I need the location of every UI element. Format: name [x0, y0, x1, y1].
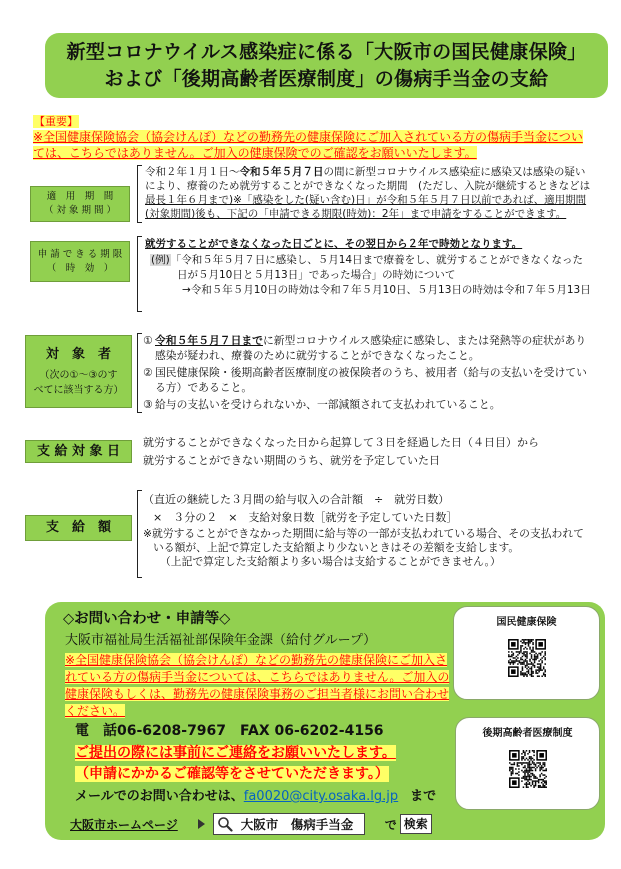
bracket-amount [137, 490, 142, 578]
label-period [30, 186, 130, 222]
fax-number: 06-6202-4156 [274, 723, 384, 739]
period-text-bold: 令和５年５月７日 [239, 166, 324, 178]
item-text-bold: 令和５年５月７日まで [155, 334, 263, 347]
title-line-1: 新型コロナウイルス感染症に係る「大阪市の国民健康保険」 [66, 40, 587, 63]
request-2-text: （申請にかかるご確認等をさせていただきます。） [75, 766, 389, 782]
important-text-block [33, 129, 588, 161]
search-connector: で [384, 817, 397, 832]
contact-request-2 [75, 764, 389, 784]
item-text [155, 333, 590, 363]
label-eligible-sub-1: （次の①～③のす [39, 369, 118, 381]
list-item [143, 365, 590, 395]
homepage-label: 大阪市ホームページ [70, 817, 178, 832]
label-deadline [30, 241, 130, 282]
deadline-example [145, 253, 592, 283]
label-days [25, 440, 132, 463]
qr-label: 国民健康保険 [496, 617, 557, 628]
period-text-2: の間に新型コロナウイルス感染症に感染又は感染の疑いにより、療養のため就労することができなくなった期間 (ただし、入院が継続するときなどは [145, 166, 591, 192]
deadline-lead: 就労することができなくなった日ごとに、その翌日から２年で時効となります。 [145, 238, 523, 250]
days-text [143, 434, 590, 470]
bracket-deadline [137, 236, 142, 312]
qr-box-late-elderly-medical [455, 717, 600, 810]
eligible-list [143, 333, 590, 414]
email-link[interactable]: fa0020@city.osaka.lg.jp [243, 789, 399, 804]
days-line-1: 就労することができなくなった日から起算して３日を経過した日（４日目）から [143, 436, 539, 449]
search-box[interactable] [213, 813, 365, 835]
amount-note-2: （上記で算定した支給額より多い場合は支給することができません。） [160, 555, 501, 568]
period-text-1: 令和２年１月１日～ [145, 166, 240, 178]
amount-formula-1: （直近の継続した３月間の給与収入の合計額 ÷ 就労日数） [143, 493, 450, 506]
period-text-underline: 最長１年６月まで)※「感染をした(疑い含む)日」が令和５年５月７日以前であれば、適用期間(対象期間)後も、下記の「申請できる期限(時効)：2年」まで申請をすることができます。 [145, 194, 587, 220]
deadline-text [145, 237, 592, 297]
qr-box-national-health-insurance [453, 606, 600, 700]
contact-phone-line [75, 721, 384, 741]
amount-formula-2: × ３分の２ × 支給対象日数［就労を予定していた日数］ [153, 511, 458, 524]
days-line-2: 就労することができない期間のうち、就労を予定していた日 [143, 454, 440, 467]
email-prefix: メールでのお問い合わせは、 [75, 789, 244, 804]
period-text [145, 165, 592, 221]
example-text: 「令和５年５月７日に感染し、５月14日まで療養をし、就労することができなくなった日が５月10日と５月13日」であった場合」の時効について [170, 254, 584, 281]
label-amount-main: 支 給 額 [45, 520, 111, 535]
qr-label: 後期高齢者医療制度 [482, 728, 573, 739]
qr-code-icon [505, 636, 549, 680]
contact-box [45, 602, 605, 840]
example-tag: (例) [151, 254, 170, 266]
phone-label: 電 話 [75, 723, 117, 739]
item-number: ③ [143, 398, 153, 411]
email-suffix: まで [410, 789, 437, 804]
label-days-main: 支 給 対 象 日 [36, 443, 121, 459]
item-text: 給与の支払いを受けられないか、一部減額されて支払われていること。 [155, 398, 501, 411]
deadline-result: →令和５年５月10日の時効は令和７年５月10日、５月13日の時効は令和７年５月13日 [182, 284, 591, 296]
search-button[interactable]: 検索 [400, 814, 432, 834]
contact-notice [65, 652, 451, 720]
important-notice [33, 110, 588, 161]
phone-number: 06-6208-7967 [117, 723, 227, 739]
label-period-main: 適 用 期 間 [46, 191, 114, 202]
item-text-rest: に新型コロナウイルス感染症に感染し、または発熱等の症状があり感染が疑われ、療養のために就労することができなくなったこと。 [155, 334, 587, 362]
item-text: 国民健康保険・後期高齢者医療制度の被保険者のうち、被用者（給与の支払いを受けている方）であること。 [155, 366, 587, 394]
label-amount [25, 515, 132, 541]
label-deadline-sub: （ 時 効 ） [46, 262, 114, 274]
label-eligible-main: 対 象 者 [45, 346, 111, 362]
amount-note: ※就労することができなかった期間に給与等の一部が支払われている場合、その支払われている額が、上記で算定した支給額より少ないときはその差額を支給します。 [143, 527, 584, 554]
list-item [143, 397, 590, 412]
label-deadline-main: 申 請 で き る 期 限 [37, 248, 123, 260]
request-1-text: ご提出の際には事前にご連絡をお願いいたします。 [75, 745, 396, 761]
triangle-right-icon [198, 819, 205, 829]
contact-department: 大阪市福祉局生活福祉部保険年金課（給付グループ） [65, 633, 377, 648]
contact-email-line [75, 787, 436, 807]
title-line-2: および「後期高齢者医療制度」の傷病手当金の支給 [104, 67, 549, 90]
search-icon [217, 816, 233, 832]
homepage-search-row [70, 812, 432, 836]
bracket-eligible [137, 333, 142, 413]
important-text: ※全国健康保険協会（協会けんぽ）などの勤務先の健康保険にご加入されている方の傷病手当金については、こちらではありません。ご加入の健康保険でのご確認をお願いいたします。 [33, 130, 583, 160]
list-item [143, 333, 590, 363]
label-period-sub: （ 対 象 期 間 ） [43, 205, 117, 216]
fax-label: FAX [240, 723, 270, 739]
label-eligible [25, 335, 132, 408]
item-number: ② [143, 366, 153, 379]
page-title [45, 33, 608, 98]
amount-text [143, 491, 590, 569]
contact-title: ◇お問い合わせ・申請等◇ [63, 611, 231, 627]
important-tag: 【重要】 [34, 115, 78, 128]
search-query: 大阪市 傷病手当金 [240, 817, 354, 832]
bracket-period [137, 165, 142, 223]
item-number: ① [143, 334, 153, 347]
contact-notice-text: ※全国健康保険協会（協会けんぽ）などの勤務先の健康保険にご加入されている方の傷病手当金については、こちらではありません。ご加入の健康保険もしくは、勤務先の健康保険事務のご担当者様にお問い合わせください。 [65, 653, 450, 718]
contact-request-1 [75, 743, 396, 763]
qr-code-icon [506, 747, 550, 791]
label-eligible-sub-2: べてに該当する方） [33, 384, 124, 396]
